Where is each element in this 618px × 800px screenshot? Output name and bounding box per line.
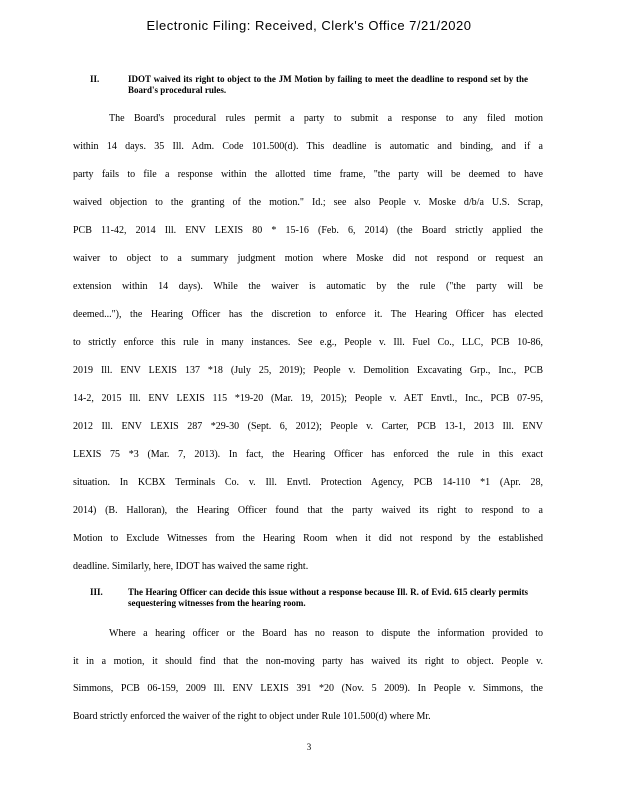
text-line: extension within 14 days). While the waiver is automatic by the rule ("the party will be <box>73 281 543 292</box>
text-line: it in a motion, it should find that the non-moving party has waived its right to object. People v. <box>73 655 543 667</box>
text-line: Simmons, PCB 06-159, 2009 Ill. ENV LEXIS 391 *20 (Nov. 5 2009). In People v. Simmons, the <box>73 683 543 694</box>
text-line: 2012 Ill. ENV LEXIS 287 *29-30 (Sept. 6, 2012); People v. Carter, PCB 13-1, 2013 Ill. ENV <box>73 421 543 432</box>
text-line: to strictly enforce this rule in many instances. See e.g., People v. Ill. Fuel Co., LLC, PCB 10-86, <box>73 337 543 348</box>
page-number: 3 <box>306 742 312 752</box>
text-line: Motion to Exclude Witnesses from the Hearing Room when it did not respond by the established <box>73 533 543 544</box>
text-line: PCB 11-42, 2014 Ill. ENV LEXIS 80 * 15-16 (Feb. 6, 2014) (the Board strictly applied the <box>73 225 543 236</box>
text-line: deemed..."), the Hearing Officer has the discretion to enforce it. The Hearing Officer has elected <box>73 309 543 320</box>
text-line: LEXIS 75 *3 (Mar. 7, 2013). In fact, the Hearing Officer has enforced the rule in this exact <box>73 449 543 460</box>
efiling-header: Electronic Filing: Received, Clerk's Office 7/21/2020 <box>146 18 472 33</box>
text-line: party fails to file a response within the allotted time frame, "the party will be deemed to have <box>73 169 543 180</box>
section-number: II. <box>90 74 100 84</box>
text-line: deadline. Similarly, here, IDOT has waived the same right. <box>73 561 309 572</box>
text-line: Where a hearing officer or the Board has no reason to dispute the information provided to <box>109 628 543 639</box>
text-line: waiver to object to a summary judgment motion where Moske did not respond or request an <box>73 253 543 264</box>
section-number: III. <box>90 587 103 597</box>
text-line: 2014) (B. Halloran), the Hearing Officer found that the party waived its right to respond to a <box>73 505 543 516</box>
text-line: The Board's procedural rules permit a party to submit a response to any filed motion <box>109 113 543 124</box>
text-line: 2019 Ill. ENV LEXIS 137 *18 (July 25, 2019); People v. Demolition Excavating Grp., Inc., PCB <box>73 365 543 376</box>
text-line: Board strictly enforced the waiver of the right to object under Rule 101.500(d) where Mr. <box>73 710 431 722</box>
text-line: waived objection to the granting of the motion." Id.; see also People v. Moske d/b/a U.S. Scrap, <box>73 197 543 208</box>
section-heading-text: IDOT waived its right to object to the JM Motion by failing to meet the deadline to respond set by the Board's procedural rules. <box>128 74 528 95</box>
text-line: within 14 days. 35 Ill. Adm. Code 101.500(d). This deadline is automatic and binding, and if a <box>73 141 543 152</box>
section-heading-text: The Hearing Officer can decide this issue without a response because Ill. R. of Evid. 615 clearly permits sequestering witnesses from the hearing room. <box>128 587 528 608</box>
text-line: situation. In KCBX Terminals Co. v. Ill. Envtl. Protection Agency, PCB 14-110 *1 (Apr. 28, <box>73 477 543 488</box>
text-line: 14-2, 2015 Ill. ENV LEXIS 115 *19-20 (Mar. 19, 2015); People v. AET Envtl., Inc., PCB 07-95, <box>73 393 543 404</box>
